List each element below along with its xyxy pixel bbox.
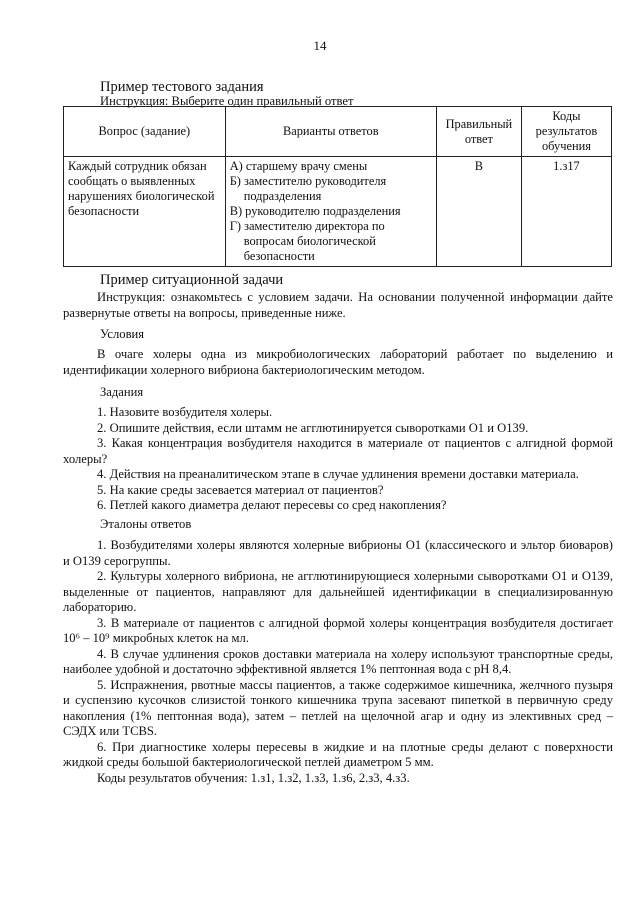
- situational-instruction-block: [63, 290, 613, 321]
- task-item: 3. Какая концентрация возбудителя находится в материале от пациентов с алгидной формой холеры?: [63, 436, 613, 466]
- answer-item: 1. Возбудителями холеры являются холерные вибрионы О1 (классического и эльтор биоваров) и О139 серогруппы.: [63, 538, 613, 568]
- task-item: 2. Опишите действия, если штамм не агглютинируется сыворотками О1 и О139.: [97, 420, 529, 435]
- answers-list: [63, 538, 613, 786]
- option-a: А) старшему врачу смены: [229, 159, 368, 173]
- answer-cell: В: [436, 157, 521, 267]
- situational-instruction: Инструкция: ознакомьтесь с условием задачи. На основании полученной информации дайте развернутые ответы на вопросы, приведенные ниже.: [63, 290, 613, 320]
- option-b: Б) заместителю руководителя подразделения: [229, 174, 387, 203]
- conditions-text: В очаге холеры одна из микробиологических лабораторий работает по выделению и идентификации холерного вибриона бактериологическим методом.: [63, 347, 613, 377]
- task-item: 1. Назовите возбудителя холеры.: [97, 405, 273, 419]
- header-options: Варианты ответов: [225, 107, 436, 157]
- tasks-list: [63, 405, 613, 514]
- header-answer: Правильный ответ: [436, 107, 521, 157]
- task-item: 5. На какие среды засевается материал от пациентов?: [97, 482, 384, 497]
- answer-item: 2. Культуры холерного вибриона, не агглютинирующиеся холерными сыворотками О1 и О139, выделенные от пациентов, направляют для дальнейшей идентификации в специализированную лабораторию.: [63, 569, 613, 614]
- option-c: В) руководителю подразделения: [229, 204, 401, 218]
- tasks-label: Задания: [100, 385, 144, 399]
- header-question: Вопрос (задание): [64, 107, 226, 157]
- test-instruction: Инструкция: Выберите один правильный ответ: [100, 94, 354, 108]
- test-heading: Пример тестового задания: [100, 79, 264, 95]
- option-d: Г) заместителю директора по вопросам биологической безопасности: [229, 219, 385, 263]
- conditions-label: Условия: [100, 327, 145, 341]
- question-cell: Каждый сотрудник обязан сообщать о выявленных нарушениях биологической безопасности: [64, 157, 226, 267]
- page-number: 14: [313, 38, 327, 53]
- header-codes: Коды результатов обучения: [521, 107, 611, 157]
- answer-item: 5. Испражнения, рвотные массы пациентов, а также содержимое кишечника, желчного пузыря и суспензию кусочков слизистой тонкого кишечника трупа засевают пипеткой в первичную среду накопления (1% пептонная вода), затем – петлей на щелочной агар и одну из элективных сред – СЭДХ или TCBS.: [63, 677, 613, 738]
- task-item: 6. Петлей какого диаметра делают пересевы со сред накопления?: [97, 498, 447, 512]
- code-cell: 1.з17: [521, 157, 611, 267]
- answers-label: Эталоны ответов: [100, 517, 192, 531]
- answer-item: 3. В материале от пациентов с алгидной формой холеры концентрация возбудителя достигает 10⁶ – 10⁹ микробных клеток на мл.: [63, 615, 613, 645]
- task-item: 4. Действия на преаналитическом этапе в случае удлинения времени доставки материала.: [97, 467, 579, 481]
- answer-item: 4. В случае удлинения сроков доставки материала на холеру используют транспортные среды, наиболее удобной и достаточно эффективной является 1% пептонная вода с рН 8,4.: [63, 646, 613, 676]
- test-table: [63, 106, 612, 267]
- situational-heading: Пример ситуационной задачи: [100, 272, 284, 288]
- options-cell: [225, 157, 436, 267]
- learning-codes: Коды результатов обучения: 1.з1, 1.з2, 1.з3, 1.з6, 2.з3, 4.з3.: [97, 770, 410, 785]
- answer-item: 6. При диагностике холеры пересевы в жидкие и на плотные среды делают с поверхности жидкой среды большой бактериологической петлей диаметром 5 мм.: [63, 739, 613, 769]
- conditions-block: [63, 347, 613, 378]
